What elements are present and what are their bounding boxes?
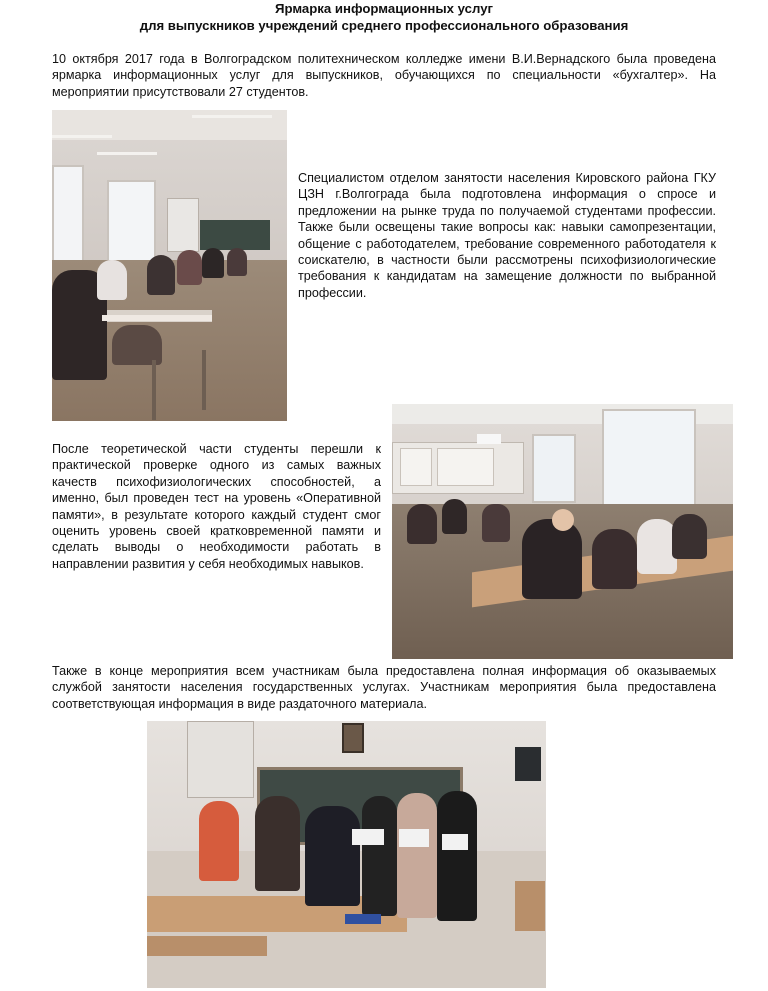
classroom-photo-2	[392, 404, 733, 659]
intro-paragraph: 10 октября 2017 года в Волгоградском политехническом колледже имени В.И.Вернадского была проведена ярмарка информационных услуг для выпускников, обучающихся по специальности «бухгалтер». На мероприятии присутствовали 27 студентов.	[52, 52, 716, 99]
closing-paragraph: Также в конце мероприятия всем участникам была предоставлена полная информация об оказываемых службой занятости населения государственных услугах. Участникам мероприятия была предоставлена соответствующая информация в виде раздаточного материала.	[52, 664, 716, 711]
specialist-paragraph: Специалистом отделом занятости населения Кировского района ГКУ ЦЗН г.Волгограда была подготовлена информация о спросе и предложении на рынке труда по получаемой студентами профессии. Также были освещены такие вопросы как: навыки самопрезентации, общение с работодателем, требование современного работодателя к соискателю, в частности были рассмотрены психофизиологические требования к кандидатам на замещение должности по выбранной профессии.	[298, 171, 716, 300]
document-subtitle: для выпускников учреждений среднего профессионального образования	[139, 18, 629, 33]
group-photo	[147, 721, 546, 988]
document-title: Ярмарка информационных услуг	[274, 1, 494, 16]
classroom-photo-1	[52, 110, 287, 421]
practice-paragraph: После теоретической части студенты перешли к практической проверке одного из самых важных качеств психофизиологических способностей, а именно, был проведен тест на уровень «Оперативной памяти», в результате которого каждый студент смог оценить уровень своей кратковременной памяти и сделать выводы о необходимости работать в направлении развития у себя необходимых навыков.	[52, 442, 381, 571]
